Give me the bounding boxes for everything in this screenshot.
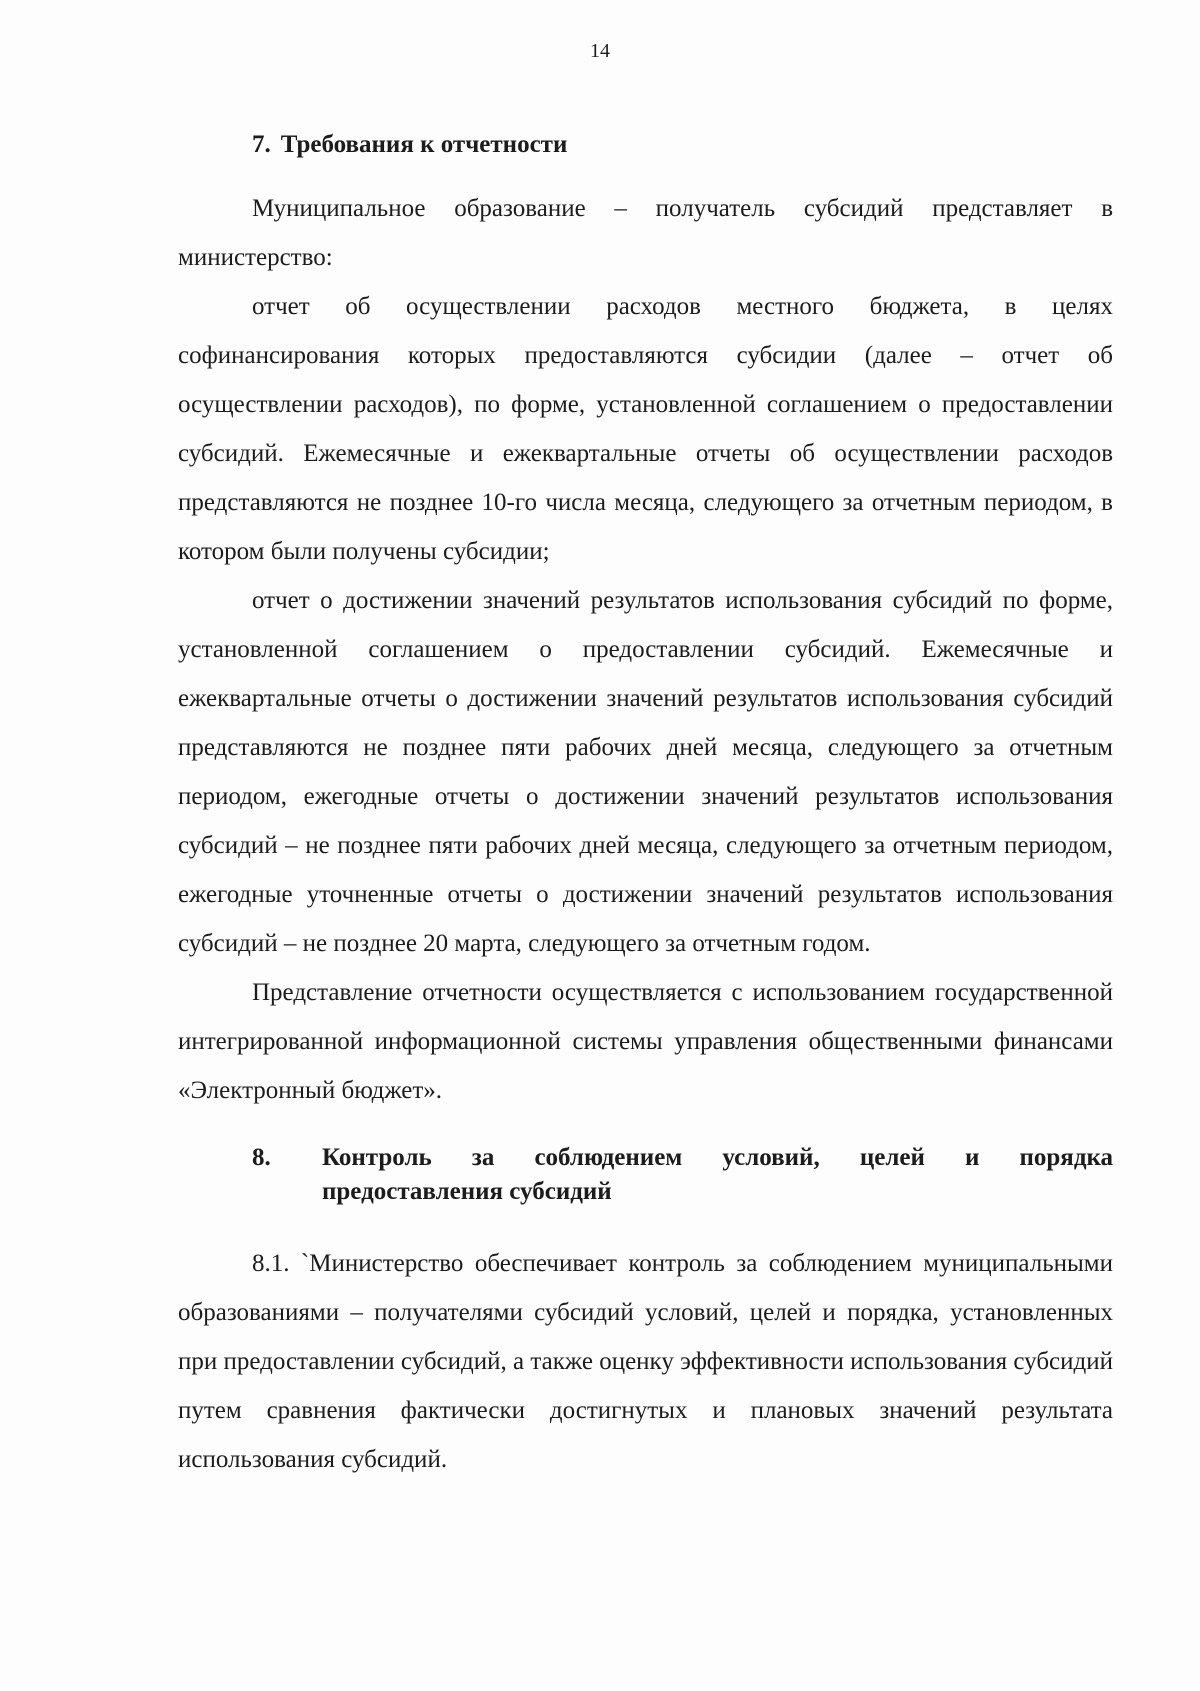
section-7-paragraph-2: отчет об осуществлении расходов местного бюджета, в целях софинансирования которых предоставляются субсидии (далее – отчет об осуществлении расходов), по форме, установленной соглашением о предоставлении субсидий. Ежемесячные и ежеквартальные отчеты об осуществлении расходов представляются не позднее 10-го числа месяца, следующего за отчетным периодом, в котором были получены субсидии; [178, 293, 1113, 565]
section-7-paragraph-3: отчет о достижении значений результатов использования субсидий по форме, установленной соглашением о предоставлении субсидий. Ежемесячные и ежеквартальные отчеты о достижении значений результатов использования субсидий представляются не позднее пяти рабочих дней месяца, следующего за отчетным периодом, ежегодные отчеты о достижении значений результатов использования субсидий – не позднее пяти рабочих дней месяца, следующего за отчетным периодом, ежегодные уточненные отчеты о достижении значений результатов использования субсидий – не позднее 20 марта, следующего за отчетным годом. [178, 587, 1113, 957]
page-number: 14 [590, 40, 610, 62]
section-8-title-line-1: Контроль за соблюдением условий, целей и порядка [322, 1144, 1113, 1171]
section-7-heading [252, 130, 1113, 160]
section-8-title [322, 1141, 1113, 1209]
section-8-title-line-2: предоставления субсидий [322, 1178, 612, 1205]
section-8-heading [252, 1141, 1113, 1209]
section-7-title: Требования к отчетности [280, 131, 568, 158]
section-8-paragraph-1: 8.1. `Министерство обеспечивает контроль за соблюдением муниципальными образованиями – получателями субсидий условий, целей и порядка, установленных при предоставлении субсидий, а также оценку эффективности использования субсидий путем сравнения фактически достигнутых и плановых значений результата использования субсидий. [178, 1250, 1113, 1473]
section-7-paragraph-1: Муниципальное образование – получатель субсидий представляет в министерство: [178, 195, 1113, 271]
document-body [178, 130, 1113, 1484]
section-7-paragraph-4: Представление отчетности осуществляется с использованием государственной интегрированной информационной системы управления общественными финансами «Электронный бюджет». [178, 979, 1113, 1104]
section-8-number: 8. [252, 1144, 271, 1171]
section-7-number: 7. [252, 131, 271, 158]
